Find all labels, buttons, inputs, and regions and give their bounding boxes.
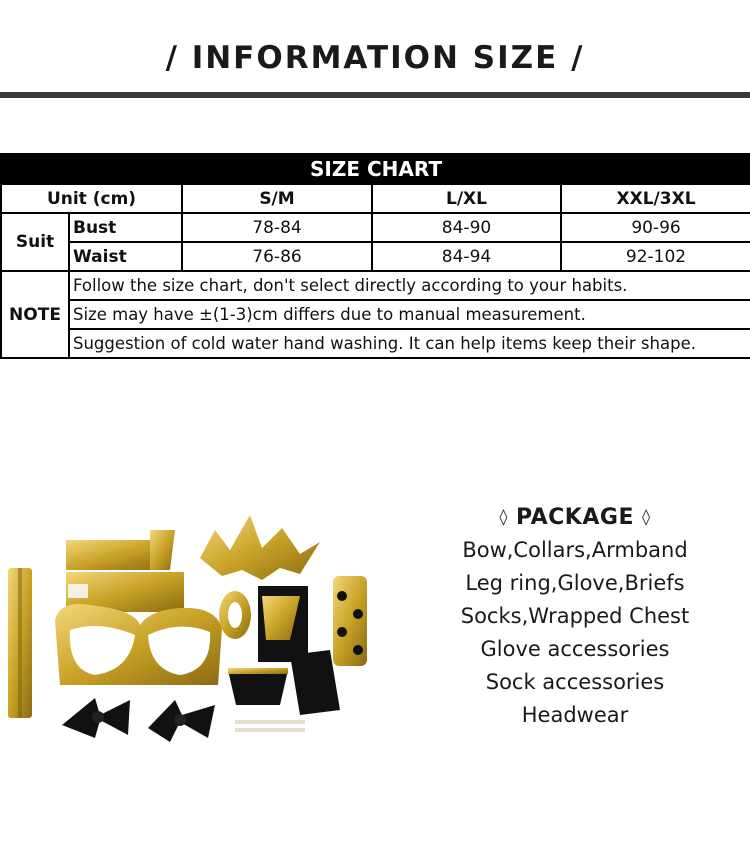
diamond-icon: ◊ [642,507,651,526]
package-item: Sock accessories [485,670,665,694]
package-title: PACKAGE [516,505,634,530]
note-text: Follow the size chart, don't select directly according to your habits. [69,271,750,300]
table-cell: 92-102 [561,242,750,271]
table-cell: 76-86 [182,242,372,271]
diamond-icon: ◊ [499,507,508,526]
table-cell: 84-94 [372,242,561,271]
package-item: Socks,Wrapped Chest [460,604,690,628]
table-row [1,242,750,271]
row-label: Waist [69,242,182,271]
column-header: S/M [182,184,372,213]
group-label: Suit [1,213,69,271]
product-photo [0,510,380,760]
size-chart-title-row [1,154,750,184]
note-row [1,329,750,358]
table-cell: 78-84 [182,213,372,242]
column-header: L/XL [372,184,561,213]
unit-label: Unit (cm) [1,184,182,213]
socks [290,650,340,715]
briefs [228,670,288,705]
package-item: Leg ring,Glove,Briefs [465,571,685,595]
page-title: / INFORMATION SIZE / [165,40,585,76]
package-title-row [420,500,730,534]
note-text: Size may have ±(1-3)cm differs due to manual measurement. [69,300,750,329]
package-item: Headwear [521,703,629,727]
headwear-crown [200,515,320,580]
note-row [1,300,750,329]
note-label: NOTE [1,271,69,358]
package-item: Glove accessories [480,637,670,661]
column-header: XXL/3XL [561,184,750,213]
package-item: Bow,Collars,Armband [462,538,688,562]
size-chart-title: SIZE CHART [1,154,750,184]
bow [148,700,215,742]
size-chart-table [0,153,750,359]
table-cell: 90-96 [561,213,750,242]
header-divider [0,92,750,98]
size-chart-header-row [1,184,750,213]
note-row [1,271,750,300]
table-cell: 84-90 [372,213,561,242]
bow [62,698,130,738]
row-label: Bust [69,213,182,242]
table-row [1,213,750,242]
note-text: Suggestion of cold water hand washing. It can help items keep their shape. [69,329,750,358]
package-list [420,500,730,732]
